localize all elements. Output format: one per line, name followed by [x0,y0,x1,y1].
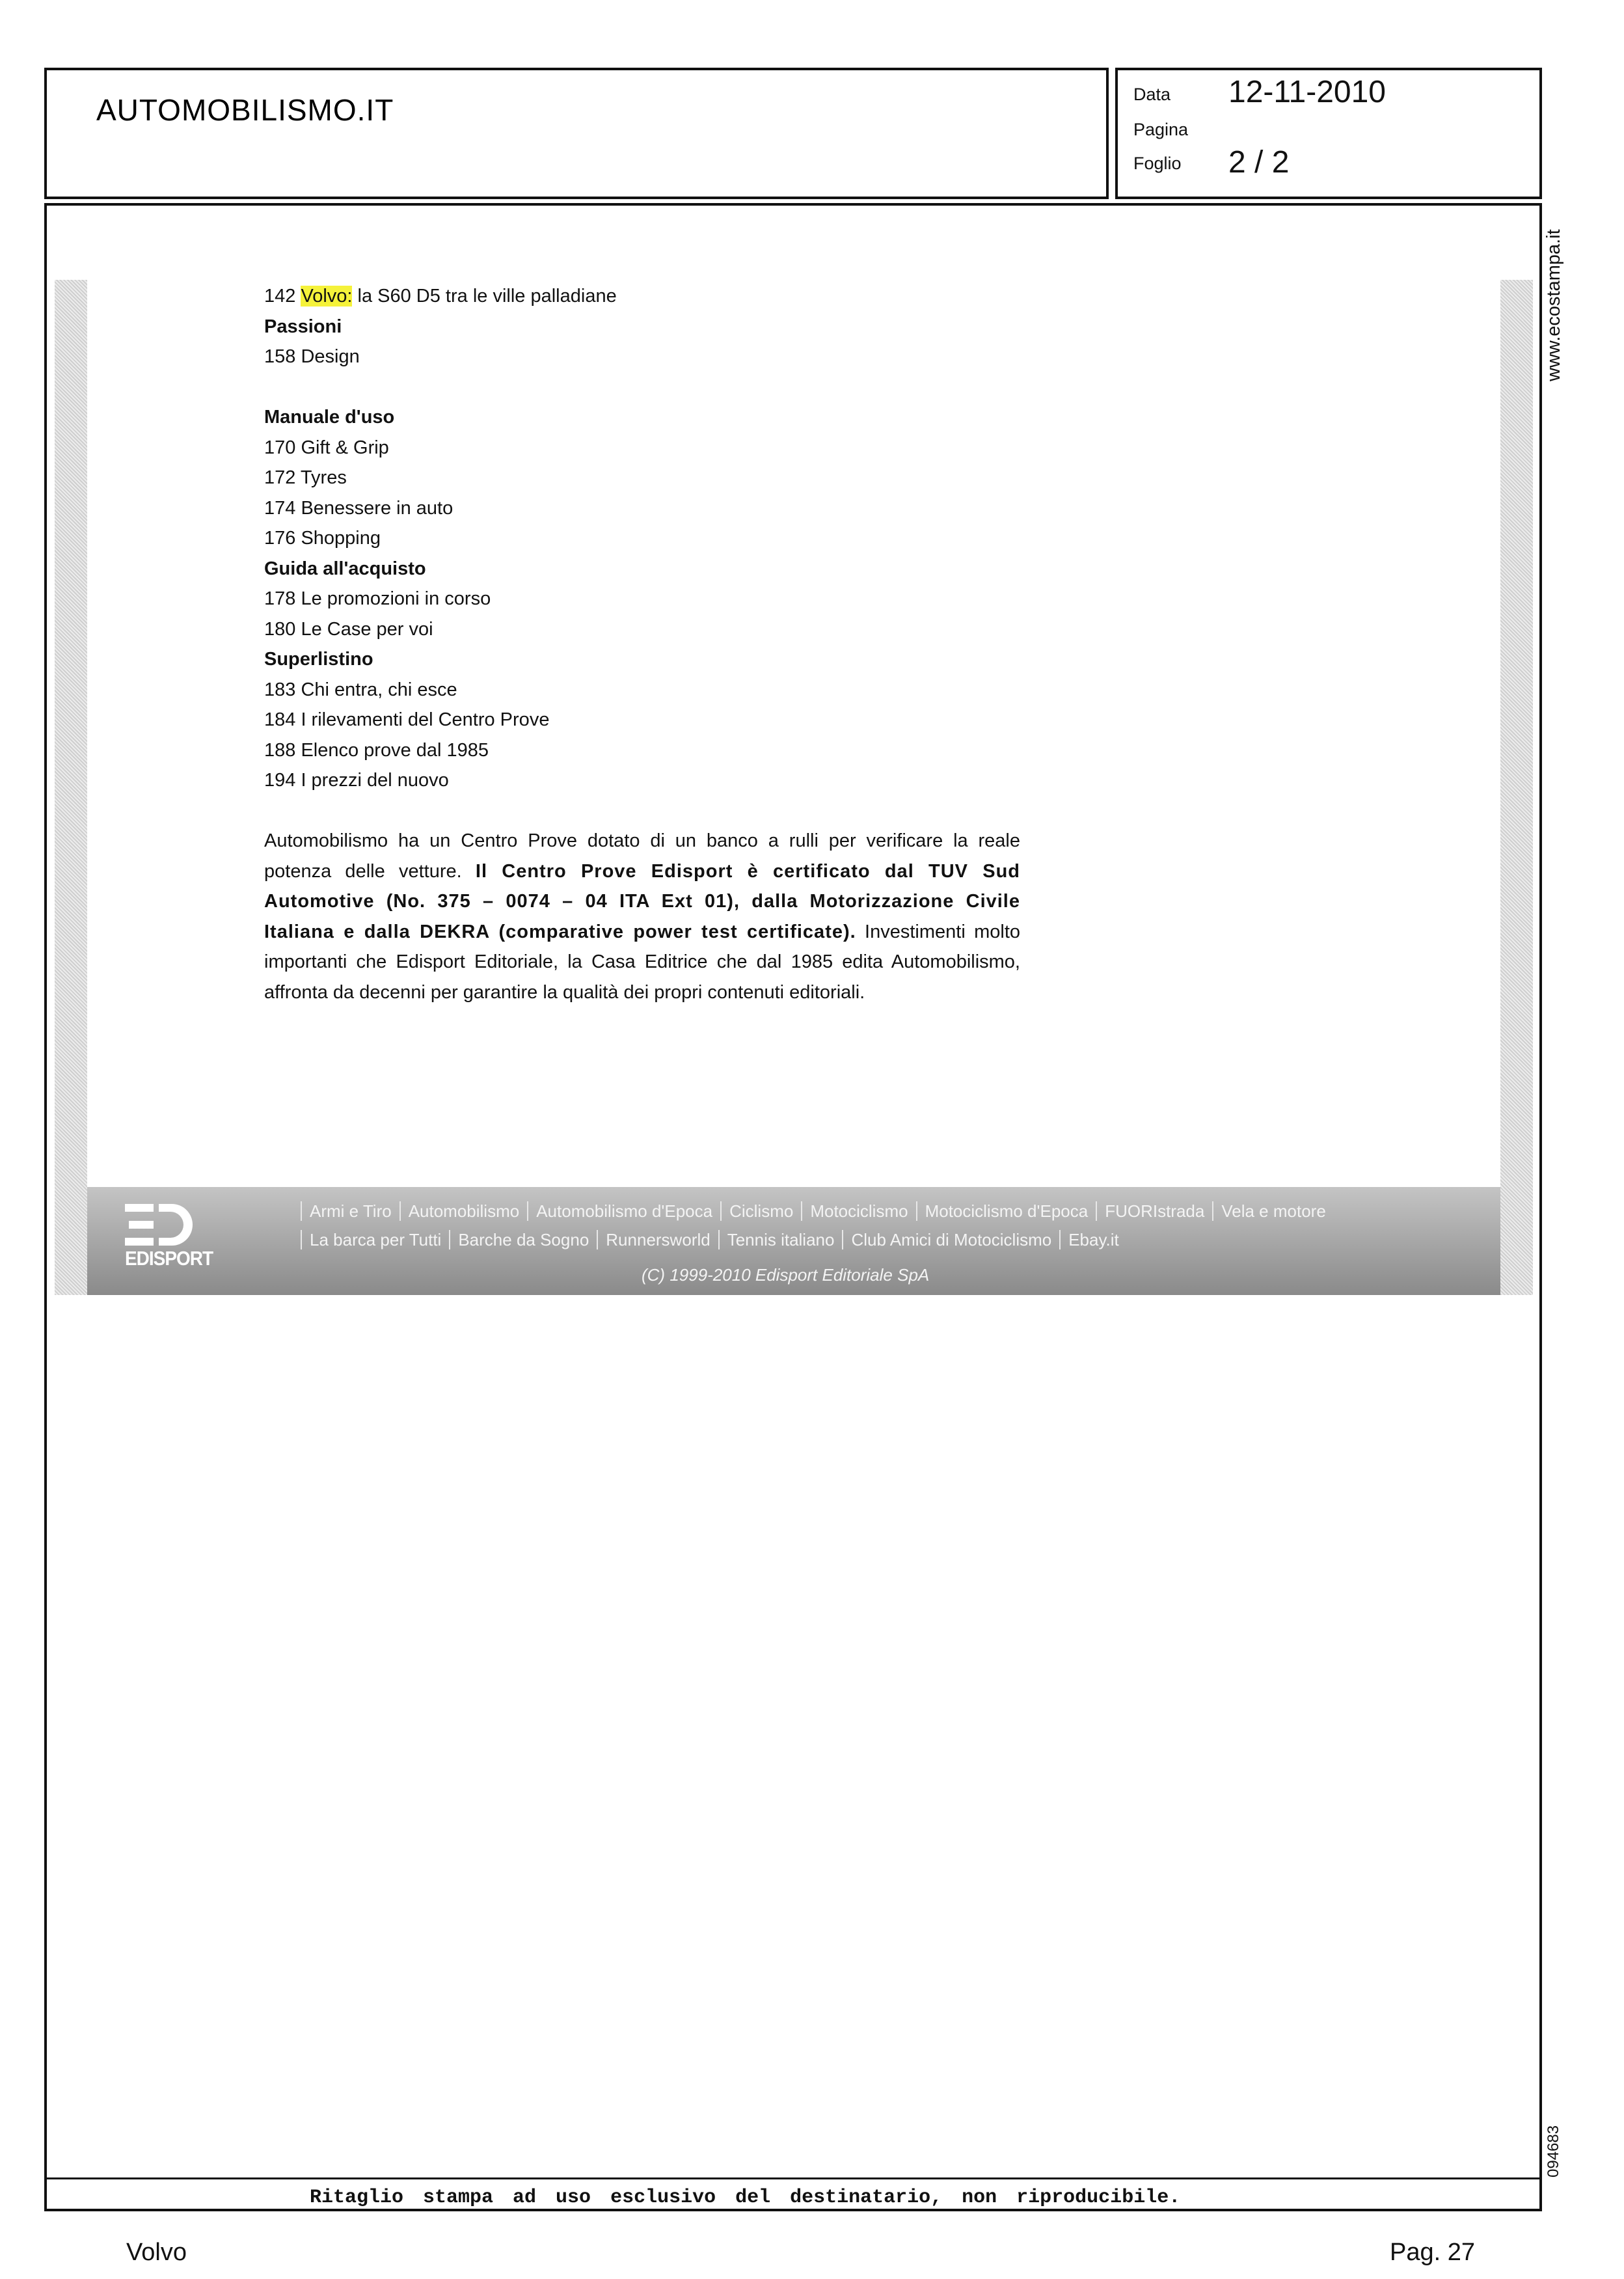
site-nav-row-1 [301,1201,1334,1221]
toc-item: 188 Elenco prove dal 1985 [264,739,489,761]
toc-item-142: 142 Volvo: la S60 D5 tra le ville palladiane [264,286,617,307]
site-nav-row-2 [301,1230,1127,1250]
data-label: Data [1133,85,1171,104]
foglio-label: Foglio [1133,154,1182,173]
clipping-frame [44,203,1542,2211]
bold-certification-text: Il Centro Prove Edisport è certificato dal TUV Sud Automotive (No. 375 – 0074 – 04 ITA Ext 01), dalla Motorizzazione Civile Italiana e dalla DEKRA (comparative power test certificate). [264,860,1020,942]
section-heading: Guida all'acquisto [264,558,426,579]
toc-item: 194 I prezzi del nuovo [264,770,449,791]
site-nav-link[interactable]: Ebay.it [1059,1230,1127,1249]
site-nav-link[interactable]: Vela e motore [1212,1201,1333,1221]
toc-item: 170 Gift & Grip [264,437,389,458]
article-text [264,281,1020,1007]
publication-title: AUTOMOBILISMO.IT [96,93,394,127]
site-nav-link[interactable]: FUORIstrada [1096,1201,1212,1221]
toc-item: 178 Le promozioni in corso [264,588,491,609]
press-clipping-disclaimer: Ritaglio stampa ad uso esclusivo del destinatario, non riproducibile. [310,2187,1181,2209]
side-document-code: 094683 [1545,2125,1562,2177]
page-footer-topic: Volvo [126,2239,187,2266]
site-nav-link[interactable]: Automobilismo d'Epoca [527,1201,720,1221]
toc-item: 174 Benessere in auto [264,497,453,519]
section-heading: Superlistino [264,649,373,670]
toc-item: 180 Le Case per voi [264,618,433,640]
site-nav-link[interactable]: Tennis italiano [718,1230,843,1249]
header-meta-box [1115,68,1542,199]
site-nav-link[interactable]: Barche da Sogno [449,1230,597,1249]
left-hatched-border [55,280,87,1295]
pagina-label: Pagina [1133,120,1189,139]
site-nav-link[interactable]: Motociclismo [801,1201,915,1221]
foglio-value: 2 / 2 [1228,145,1290,180]
edisport-logo-icon [125,1204,193,1246]
site-nav-link[interactable]: Ciclismo [720,1201,801,1221]
right-hatched-border [1500,280,1533,1295]
toc-item: 183 Chi entra, chi esce [264,679,457,700]
bottom-divider [47,2177,1539,2179]
web-clipping [55,280,1533,1295]
section-heading: Passioni [264,316,342,337]
toc-item: 176 Shopping [264,528,381,549]
toc-item: 184 I rilevamenti del Centro Prove [264,709,550,730]
site-nav-link[interactable]: Club Amici di Motociclismo [842,1230,1059,1249]
site-nav-link[interactable]: La barca per Tutti [301,1230,449,1249]
page-footer-number: Pag. 27 [1390,2239,1475,2266]
toc-item: 158 Design [264,346,360,367]
site-nav-link[interactable]: Automobilismo [399,1201,528,1221]
section-heading: Manuale d'uso [264,407,395,428]
copyright-text: (C) 1999-2010 Edisport Editoriale SpA [642,1265,930,1285]
edisport-logo-text: EDISPORT [125,1247,213,1270]
site-nav-link[interactable]: Armi e Tiro [301,1201,399,1221]
site-footer [87,1187,1500,1295]
site-nav-link[interactable]: Motociclismo d'Epoca [916,1201,1096,1221]
header-publication-box [44,68,1109,199]
side-website-url: www.ecostampa.it [1543,229,1564,381]
article-paragraph: Automobilismo ha un Centro Prove dotato di un banco a rulli per verificare la reale potenza delle vetture. Il Centro Prove Edisport è certificato dal TUV Sud Automotive (No. 375 – 0074 – 04 ITA Ext 01), dalla Motorizzazione Civile Italiana e dalla DEKRA (comparative power test certificate). Investimenti molto importanti che Edisport Editoriale, la Casa Editrice che dal 1985 edita Automobilismo, affronta da decenni per garantire la qualità dei propri contenuti editoriali. [264,830,1021,1003]
toc-item: 172 Tyres [264,467,347,488]
site-nav-link[interactable]: Runnersworld [597,1230,718,1249]
edisport-logo [125,1204,213,1270]
highlighted-keyword: Volvo: [301,286,353,307]
data-value: 12-11-2010 [1228,75,1386,109]
